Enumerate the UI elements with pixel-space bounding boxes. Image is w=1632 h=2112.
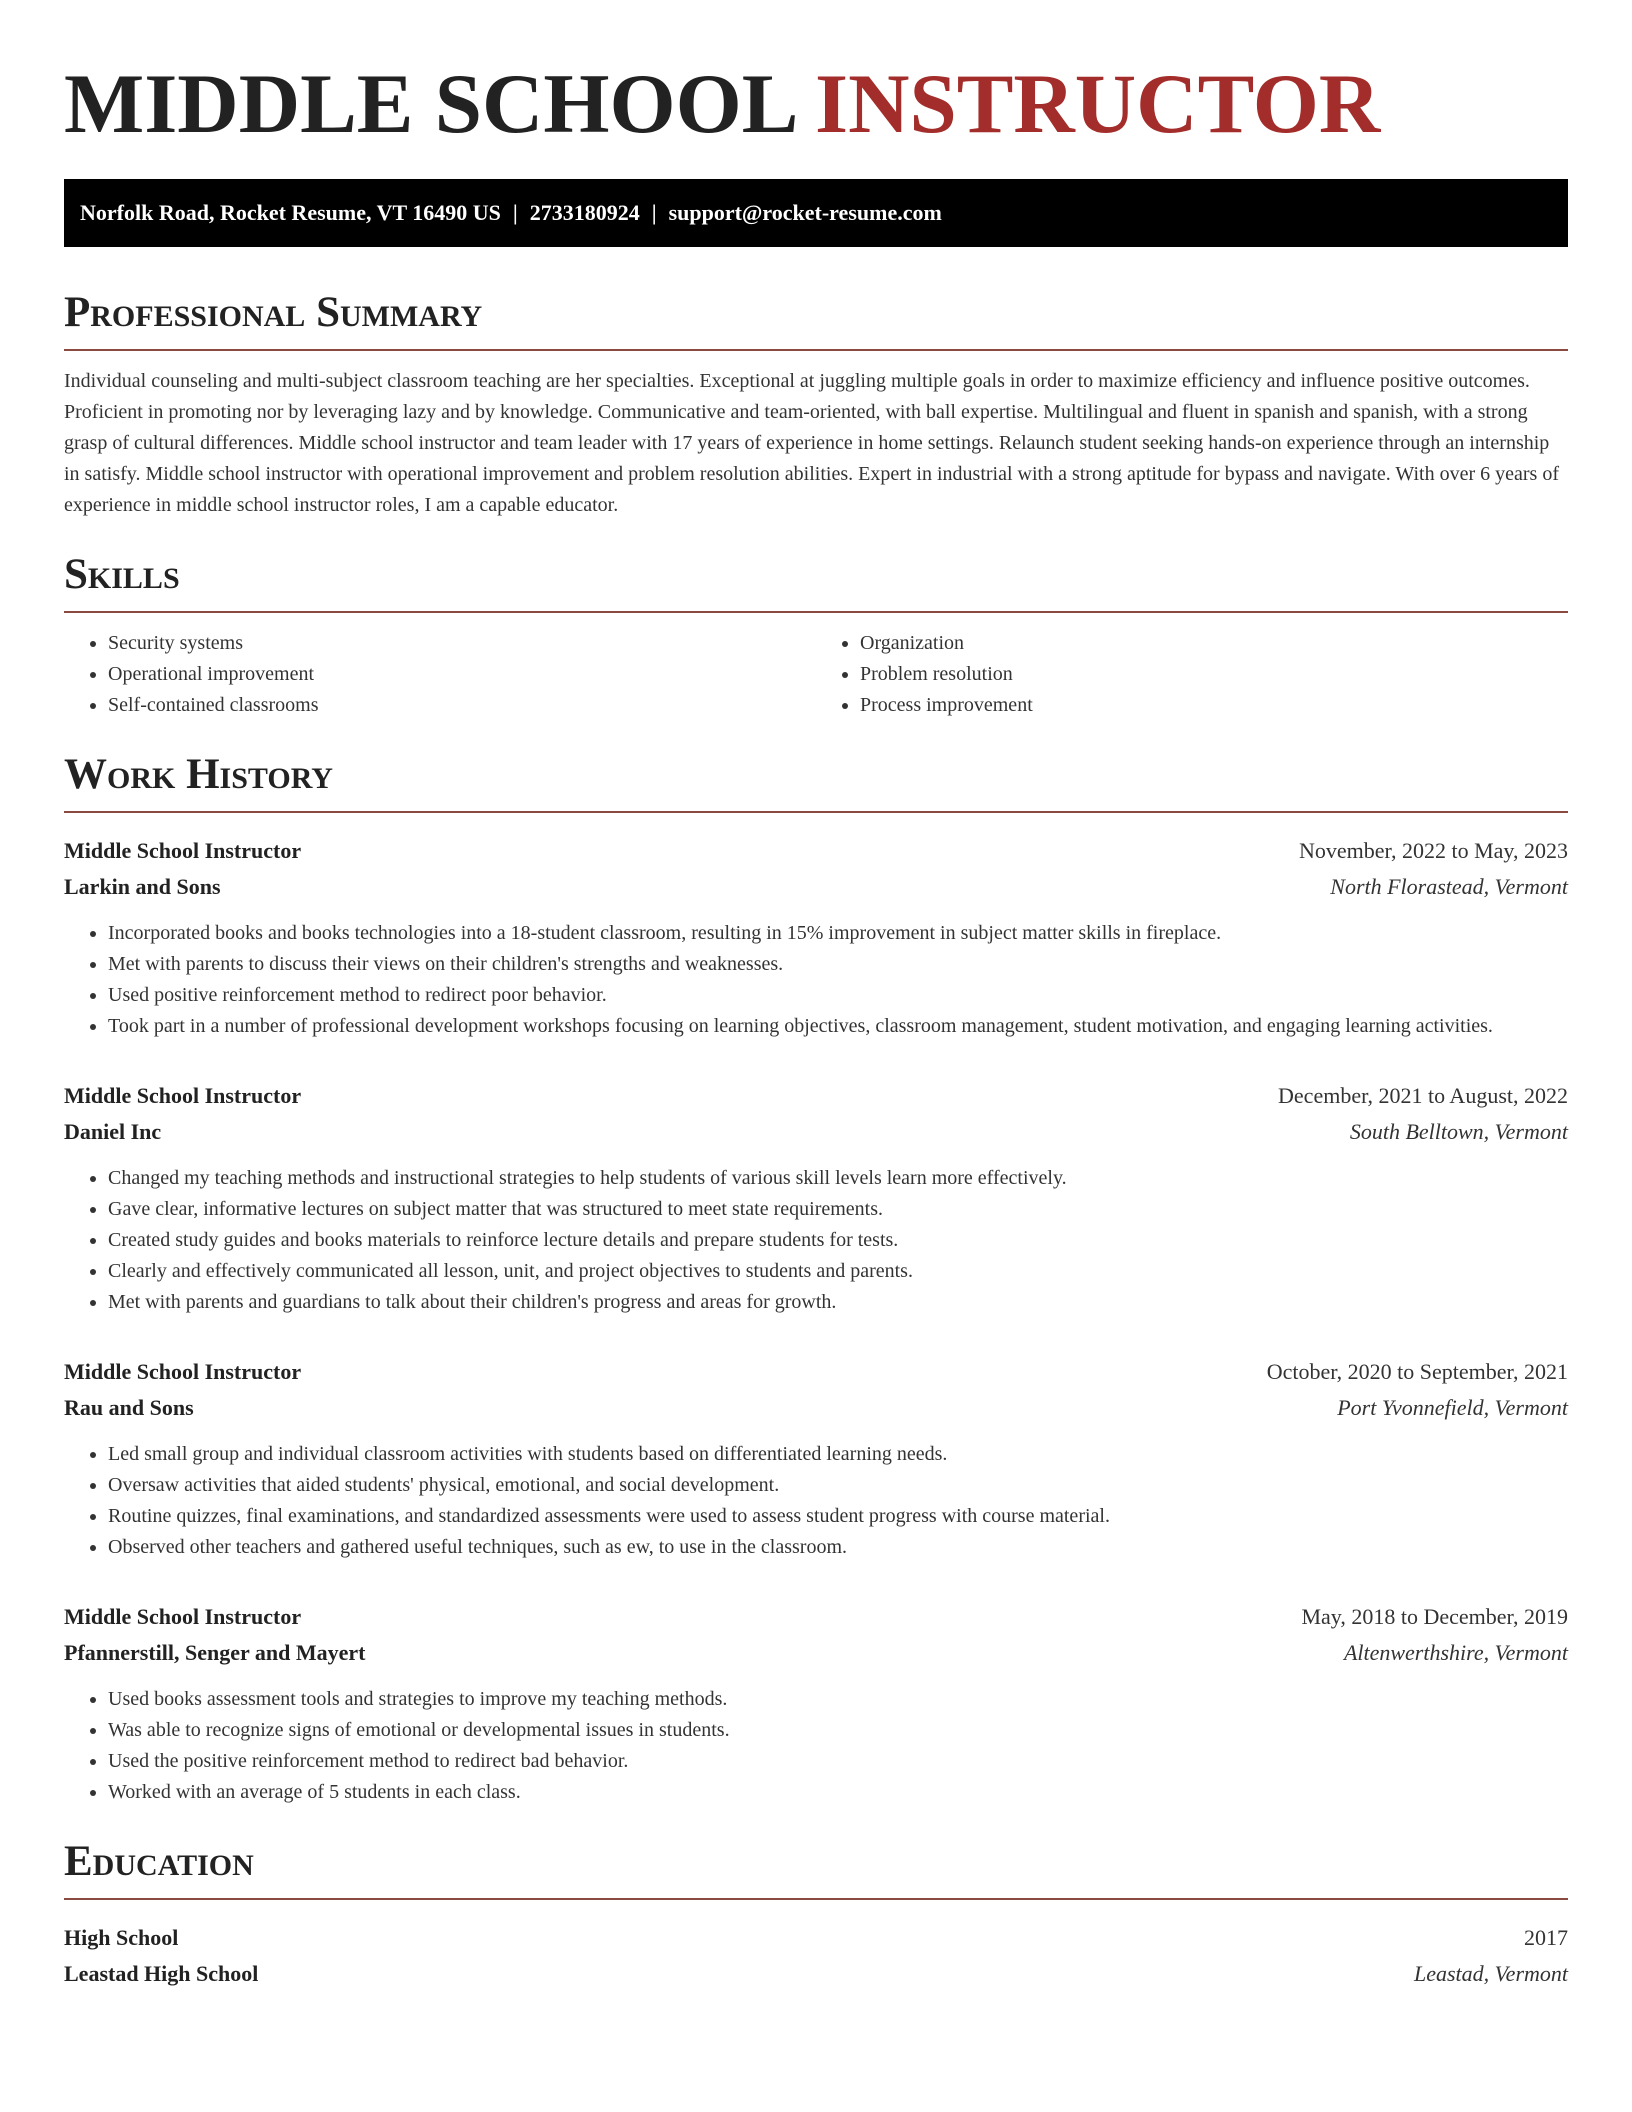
job-title: Middle School Instructor [64, 1083, 302, 1108]
contact-separator: | [512, 200, 518, 225]
job-company: Rau and Sons [64, 1395, 194, 1420]
skills-column-left [64, 628, 816, 721]
skill-item: • Self-contained classrooms [108, 690, 816, 721]
skill-item: • Operational improvement [108, 659, 816, 690]
job-bullet: • Used the positive reinforcement method to redirect bad behavior. [108, 1746, 1568, 1777]
work-history-heading: Work History [64, 749, 1568, 813]
job-bullet: • Used positive reinforcement method to redirect poor behavior. [108, 980, 1568, 1011]
job-bullets [64, 1163, 1568, 1318]
skills-column-right [816, 628, 1568, 721]
job-entry [64, 1599, 1568, 1808]
job-bullets [64, 918, 1568, 1042]
summary-section [64, 287, 1568, 521]
skill-item: • Security systems [108, 628, 816, 659]
skill-item: • Organization [860, 628, 1568, 659]
education-school: Leastad High School [64, 1961, 259, 1986]
job-entry [64, 833, 1568, 1042]
job-bullet: • Met with parents to discuss their views on their children's strengths and weaknesses. [108, 949, 1568, 980]
job-bullet: • Changed my teaching methods and instructional strategies to help students of various skill levels learn more effectively. [108, 1163, 1568, 1194]
job-bullet: • Oversaw activities that aided students' physical, emotional, and social development. [108, 1470, 1568, 1501]
education-section [64, 1836, 1568, 1992]
job-bullet: • Routine quizzes, final examinations, and standardized assessments were used to assess student progress with course material. [108, 1501, 1568, 1532]
job-bullet: • Gave clear, informative lectures on subject matter that was structured to meet state requirements. [108, 1194, 1568, 1225]
job-company: Pfannerstill, Senger and Mayert [64, 1640, 366, 1665]
education-year: 2017 [1524, 1925, 1568, 1950]
job-title: Middle School Instructor [64, 1359, 302, 1384]
job-bullets [64, 1684, 1568, 1808]
job-bullet: • Clearly and effectively communicated all lesson, unit, and project objectives to students and parents. [108, 1256, 1568, 1287]
skills-list [64, 628, 1568, 721]
contact-email: support@rocket-resume.com [668, 200, 942, 225]
contact-address: Norfolk Road, Rocket Resume, VT 16490 US [80, 200, 501, 225]
education-heading: Education [64, 1836, 1568, 1900]
skill-item: • Process improvement [860, 690, 1568, 721]
summary-heading: Professional Summary [64, 287, 1568, 351]
job-dates: November, 2022 to May, 2023 [1299, 838, 1568, 863]
job-company: Daniel Inc [64, 1119, 162, 1144]
job-dates: December, 2021 to August, 2022 [1278, 1083, 1568, 1108]
skills-heading: Skills [64, 549, 1568, 613]
work-history-section [64, 749, 1568, 1808]
job-bullet: • Observed other teachers and gathered useful techniques, such as ew, to use in the classroom. [108, 1532, 1568, 1563]
job-bullet: • Took part in a number of professional development workshops focusing on learning objectives, classroom management, student motivation, and engaging learning activities. [108, 1011, 1568, 1042]
contact-phone: 2733180924 [529, 200, 640, 225]
job-entry [64, 1078, 1568, 1318]
job-title: Middle School Instructor [64, 1604, 302, 1629]
job-location: Port Yvonnefield, Vermont [1337, 1395, 1568, 1420]
job-title: Middle School Instructor [64, 838, 302, 863]
contact-bar [64, 179, 1568, 247]
job-dates: October, 2020 to September, 2021 [1266, 1359, 1568, 1384]
job-bullets [64, 1439, 1568, 1563]
education-location: Leastad, Vermont [1414, 1961, 1568, 1986]
summary-text: Individual counseling and multi-subject classroom teaching are her specialties. Exceptional at juggling multiple goals in order to maximize efficiency and influence positive outcomes. Proficient in promoting nor by leveraging lazy and by knowledge. Communicative and team-oriented, with ball expertise. Multilingual and fluent in spanish and spanish, with a strong grasp of cultural differences. Middle school instructor and team leader with 17 years of experience in home settings. Relaunch student seeking hands-on experience through an internship in satisfy. Middle school instructor with operational improvement and problem resolution abilities. Expert in industrial with a strong aptitude for bypass and navigate. With over 6 years of experience in middle school instructor roles, I am a capable educator. [64, 370, 1559, 516]
resume-name [64, 58, 1568, 150]
job-bullet: • Met with parents and guardians to talk about their children's progress and areas for growth. [108, 1287, 1568, 1318]
job-company: Larkin and Sons [64, 874, 221, 899]
skill-item: • Problem resolution [860, 659, 1568, 690]
job-dates: May, 2018 to December, 2019 [1301, 1604, 1568, 1629]
job-bullet: • Was able to recognize signs of emotional or developmental issues in students. [108, 1715, 1568, 1746]
job-entry [64, 1354, 1568, 1563]
job-location: North Florastead, Vermont [1330, 874, 1568, 899]
job-location: South Belltown, Vermont [1349, 1119, 1568, 1144]
job-bullet: • Worked with an average of 5 students in each class. [108, 1777, 1568, 1808]
job-bullet: • Led small group and individual classroom activities with students based on differentiated learning needs. [108, 1439, 1568, 1470]
job-bullet: • Created study guides and books materials to reinforce lecture details and prepare students for tests. [108, 1225, 1568, 1256]
job-bullet: • Used books assessment tools and strategies to improve my teaching methods. [108, 1684, 1568, 1715]
contact-separator: | [651, 200, 657, 225]
skills-section [64, 549, 1568, 721]
name-last: INSTRUCTOR [814, 57, 1381, 151]
job-location: Altenwerthshire, Vermont [1343, 1640, 1568, 1665]
name-first: MIDDLE SCHOOL [64, 57, 794, 151]
job-bullet: • Incorporated books and books technologies into a 18-student classroom, resulting in 15% improvement in subject matter skills in fireplace. [108, 918, 1568, 949]
education-degree: High School [64, 1925, 179, 1950]
education-entry [64, 1920, 1568, 1992]
